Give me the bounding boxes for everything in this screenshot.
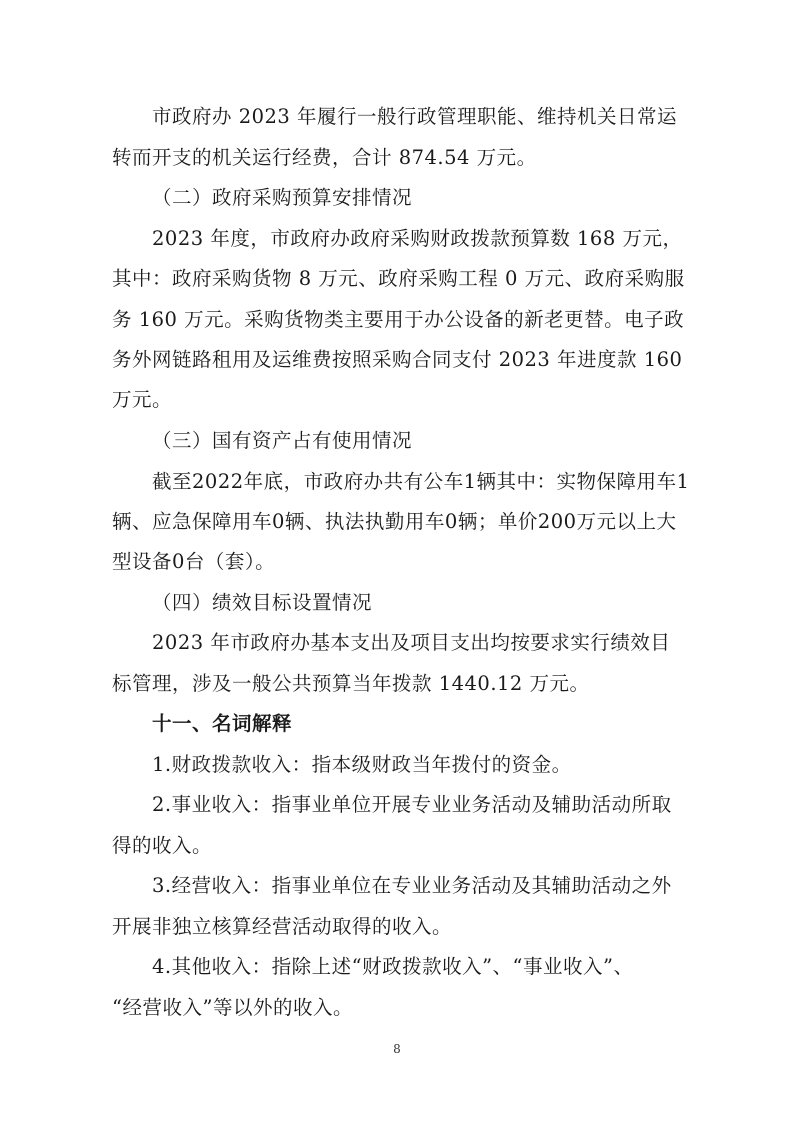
chapter-heading: 十一、名词解释 xyxy=(152,712,293,735)
text-line: 1.财政拨款收入：指本级财政当年拨付的资金。 xyxy=(152,753,572,776)
text-line: 转而开支的机关运行经费，合计 874.54 万元。 xyxy=(112,146,537,169)
text-line: 万元。 xyxy=(112,388,173,411)
text-line: 型设备0台（套）。 xyxy=(112,550,276,573)
text-line: 辆、应急保障用车0辆、执法执勤用车0辆；单价200万元以上大 xyxy=(112,510,677,533)
text-line: 得的收入。 xyxy=(112,834,213,857)
text-line: 市政府办 2023 年履行一般行政管理职能、维持机关日常运 xyxy=(152,105,678,128)
section-heading: （二）政府采购预算安排情况 xyxy=(152,186,413,209)
text-line: 2023 年度，市政府办政府采购财政拨款预算数 168 万元， xyxy=(152,227,683,250)
text-line: 2.事业收入：指事业单位开展专业业务活动及辅助活动所取 xyxy=(152,793,672,816)
text-line: 务外网链路租用及运维费按照采购合同支付 2023 年进度款 160 xyxy=(112,348,683,371)
text-line: 其中：政府采购货物 8 万元、政府采购工程 0 万元、政府采购服 xyxy=(112,267,685,290)
text-line: 截至2022年底，市政府办共有公车1辆其中：实物保障用车1 xyxy=(152,470,690,493)
text-line: “经营收入”等以外的收入。 xyxy=(112,996,353,1019)
section-heading: （四）绩效目标设置情况 xyxy=(152,591,373,614)
text-line: 3.经营收入：指事业单位在专业业务活动及其辅助活动之外 xyxy=(152,874,672,897)
text-line: 2023 年市政府办基本支出及项目支出均按要求实行绩效目 xyxy=(152,631,671,654)
text-line: 4.其他收入：指除上述“财政拨款收入”、“事业收入”、 xyxy=(152,955,634,978)
text-line: 标管理，涉及一般公共预算当年拨款 1440.12 万元。 xyxy=(112,672,590,695)
section-heading: （三）国有资产占有使用情况 xyxy=(152,429,413,452)
text-line: 开展非独立核算经营活动取得的收入。 xyxy=(112,915,453,938)
page-number: 8 xyxy=(393,1042,401,1056)
text-line: 务 160 万元。采购货物类主要用于办公设备的新老更替。电子政 xyxy=(112,308,685,331)
